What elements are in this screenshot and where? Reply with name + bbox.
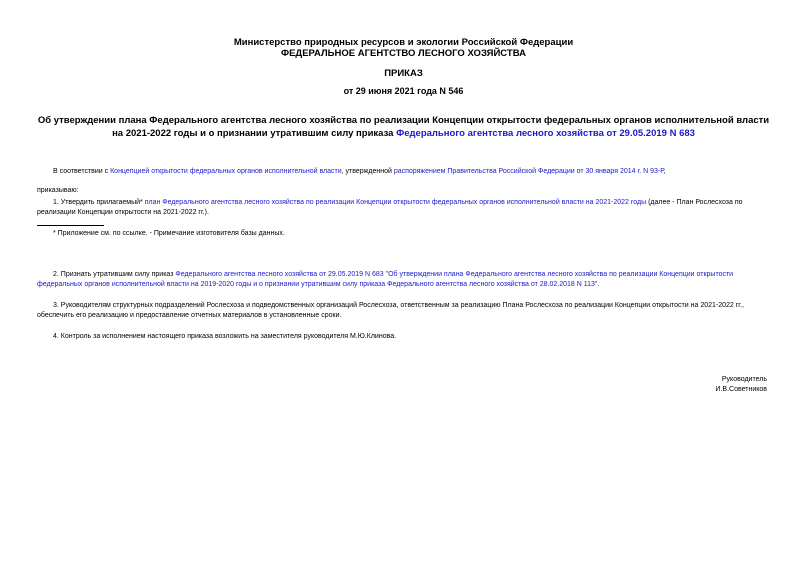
subject-link[interactable]: Федерального агентства лесного хозяйства от 29.05.2019 N 683 bbox=[396, 127, 695, 139]
plan-link[interactable]: план Федерального агентства лесного хозяйства по реализации Концепции открытости федеральных органов исполнительной власти на 2021-2022 годы bbox=[144, 199, 647, 206]
government-order-link[interactable]: распоряжением Правительства Российской Федерации от 30 января 2014 г. N 93-Р bbox=[393, 168, 664, 175]
item-2-text-1: 2. Признать утратившим силу приказ bbox=[53, 271, 176, 278]
item-1-text-2: (далее - План Рослесхоза по реализации Концепции открытости на 2021-2022 гг.). bbox=[37, 199, 743, 216]
concept-link[interactable]: Концепцией открытости федеральных органов исполнительной власти bbox=[110, 168, 342, 175]
footnote: * Приложение см. по ссылке. - Примечание изготовителя базы данных. bbox=[53, 230, 285, 237]
item-1-text-1: 1. Утвердить прилагаемый* bbox=[53, 199, 145, 206]
item-3-paragraph: 3. Руководителям структурных подразделений Рослесхоза и подведомственных организаций Рослесхоза, ответственным за реализацию Плана Рослесхоза по реализации Концепции открытости на 2021-2022 гг., обеспечить его реализацию и предоставление отчетных материалов в установленные сроки. bbox=[37, 302, 744, 319]
preamble-text-1: В соответствии с bbox=[53, 168, 111, 175]
agency-name: ФЕДЕРАЛЬНОЕ АГЕНТСТВО ЛЕСНОГО ХОЗЯЙСТВА bbox=[280, 48, 526, 59]
preamble-text-3: , bbox=[663, 168, 666, 175]
preamble-paragraph bbox=[53, 167, 773, 177]
item-2-text-2: . bbox=[597, 281, 600, 288]
document-header bbox=[0, 37, 807, 59]
item-1-paragraph bbox=[37, 198, 770, 218]
document-subject bbox=[36, 115, 771, 140]
preamble-text-2: , утвержденной bbox=[341, 168, 394, 175]
document-type: ПРИКАЗ bbox=[384, 68, 423, 79]
subject-text: Об утверждении плана Федерального агентства лесного хозяйства по реализации Концепции открытости федеральных органов исполнительной власти на 2021-2022 годы и о признании утратившим силу приказа bbox=[37, 115, 770, 139]
item-4-paragraph: 4. Контроль за исполнением настоящего приказа возложить на заместителя руководителя М.Ю.Клинова. bbox=[53, 333, 397, 340]
signatory-name: И.В.Советников bbox=[715, 386, 767, 393]
ministry-name: Министерство природных ресурсов и экологии Российской Федерации bbox=[233, 37, 574, 48]
item-2-paragraph bbox=[37, 270, 770, 290]
order-word: приказываю: bbox=[37, 187, 79, 194]
repealed-order-link[interactable]: Федерального агентства лесного хозяйства от 29.05.2019 N 683 "Об утверждении плана Федерального агентства лесного хозяйства по реализации Концепции открытости федеральных органов исполнительной власти на 2019-2020 годы и о признании утратившим силу приказа Федерального агентства лесного хозяйства от 28.02.2018 N 113" bbox=[37, 271, 734, 288]
document-date-number: от 29 июня 2021 года N 546 bbox=[343, 86, 464, 96]
signature-block bbox=[715, 375, 767, 395]
footnote-divider bbox=[37, 225, 104, 226]
signatory-position: Руководитель bbox=[721, 376, 767, 383]
